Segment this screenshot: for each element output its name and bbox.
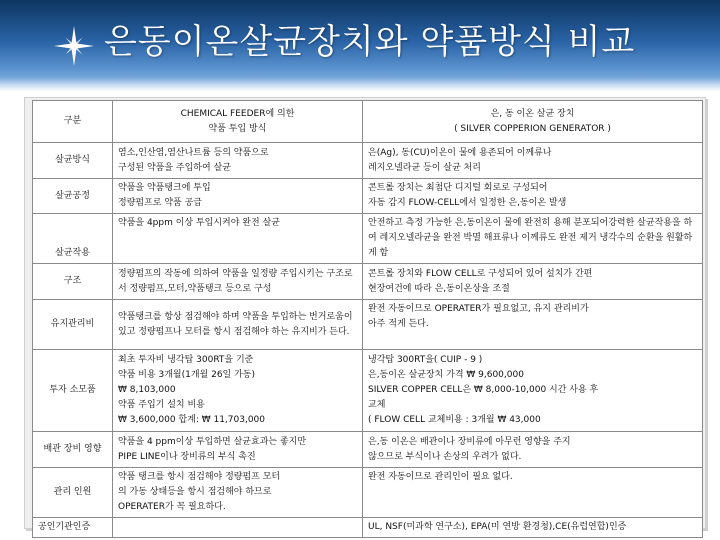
chemical-cell: 최초 투자비 냉각탑 300RT을 기준 약품 비용 3개월(1개월 26일 가동) ₩ 8,103,000 약품 주입기 설치 비용 ₩ 3,600,000 합계: ₩ 11,703,000 <box>113 350 363 432</box>
chemical-cell: 약품을 4 ppm이상 투입하면 살균효과는 좋지만 PIPE LINE이나 장비류의 부식 촉진 <box>113 432 363 468</box>
sparkle-icon <box>54 26 94 66</box>
table-row <box>33 518 703 538</box>
table-row <box>33 300 703 350</box>
chemical-cell <box>113 518 363 538</box>
silver-cell: 콘트롤 장치는 최첨단 디지털 회로로 구성되어 자동 감지 FLOW-CELL에서 일정한 은,동이온 발생 <box>363 179 703 214</box>
chemical-cell: 정량펌프의 작동에 의하여 약품을 일정량 주입시키는 구조로서 정량펌프,모터,약품탱크 등으로 구성 <box>113 264 363 300</box>
chemical-cell: 염소,인산염,염산나트륨 등의 약품으로 구성된 약품을 주입하여 살균 <box>113 143 363 179</box>
row-label: 살균방식 <box>33 143 113 179</box>
header-silver-copper-ion: 은, 동 이온 살균 장치 ( SILVER COPPERION GENERATOR ) <box>363 101 703 143</box>
silver-cell: 완전 자동이므로 관리인이 필요 없다. <box>363 468 703 518</box>
chemical-cell: 약품 탱크를 항시 점검해야 정량펌프 모터 의 가동 상태등을 항시 점검해야 하므로 OPERATER가 꼭 필요하다. <box>113 468 363 518</box>
table-row <box>33 432 703 468</box>
row-label: 구조 <box>33 264 113 300</box>
silver-cell: 콘트롤 장치와 FLOW CELL로 구성되어 있어 설치가 간편 현장여건에 따라 은,동이온상을 조절 <box>363 264 703 300</box>
chemical-cell: 약품탱크를 항상 점검해야 하며 약품을 투입하는 번거로움이 있고 정량펌프나 모터를 항시 점검해야 하는 유지비가 든다. <box>113 300 363 350</box>
table-row <box>33 214 703 264</box>
table-row <box>33 264 703 300</box>
chemical-cell: 약품을 약품탱크에 투입 정량펌프로 약품 공급 <box>113 179 363 214</box>
title-banner <box>0 0 720 92</box>
table-row <box>33 143 703 179</box>
table-header-row <box>33 101 703 143</box>
silver-cell: 은(Ag), 동(CU)이온이 물에 용존되어 이께류나 레지오넬라균 등이 살균 처리 <box>363 143 703 179</box>
table-row <box>33 468 703 518</box>
silver-cell: 냉각탑 300RT을( CUIP - 9 ) 은,동이온 살균장치 가격 ₩ 9,600,000 SILVER COPPER CELL은 ₩ 8,000-10,000 시간 사용 후 교체 ( FLOW CELL 교체비용 : 3개월 ₩ 43,000 <box>363 350 703 432</box>
silver-cell: 완전 자동이므로 OPERATER가 필요없고, 유지 관리비가 아주 적게 든다. <box>363 300 703 350</box>
row-label: 공인기관인증 <box>33 518 113 538</box>
header-category: 구분 <box>33 101 113 143</box>
row-label: 배관 장비 영향 <box>33 432 113 468</box>
row-label: 유지관리비 <box>33 300 113 350</box>
silver-cell: 은,동 이온은 배관이나 장비류에 아무런 영향을 주지 않으므로 부식이나 손상의 우려가 없다. <box>363 432 703 468</box>
header-chemical-feeder: CHEMICAL FEEDER에 의한 약품 투입 방식 <box>113 101 363 143</box>
row-label: 살균작용 <box>33 214 113 264</box>
silver-cell: 안전하고 측정 가능한 은,동이온이 물에 완전히 용해 분포되어강력한 살균작용을 하여 레지오넬라균을 완전 박멸 해표류나 이께류도 완전 제거 냉각수의 순환을 원활하게 함 <box>363 214 703 264</box>
table-row <box>33 179 703 214</box>
silver-cell: UL, NSF(미과학 연구소), EPA(미 연방 환경청),CE(유럽연합)인증 <box>363 518 703 538</box>
row-label: 살균공정 <box>33 179 113 214</box>
row-label: 투자 소모품 <box>33 350 113 432</box>
comparison-table <box>32 100 703 538</box>
row-label: 관리 인원 <box>33 468 113 518</box>
table-row <box>33 350 703 432</box>
chemical-cell: 약품을 4ppm 이상 투입시켜야 완전 살균 <box>113 214 363 264</box>
slide-title: 은동이온살균장치와 약품방식 비교 <box>104 22 636 62</box>
